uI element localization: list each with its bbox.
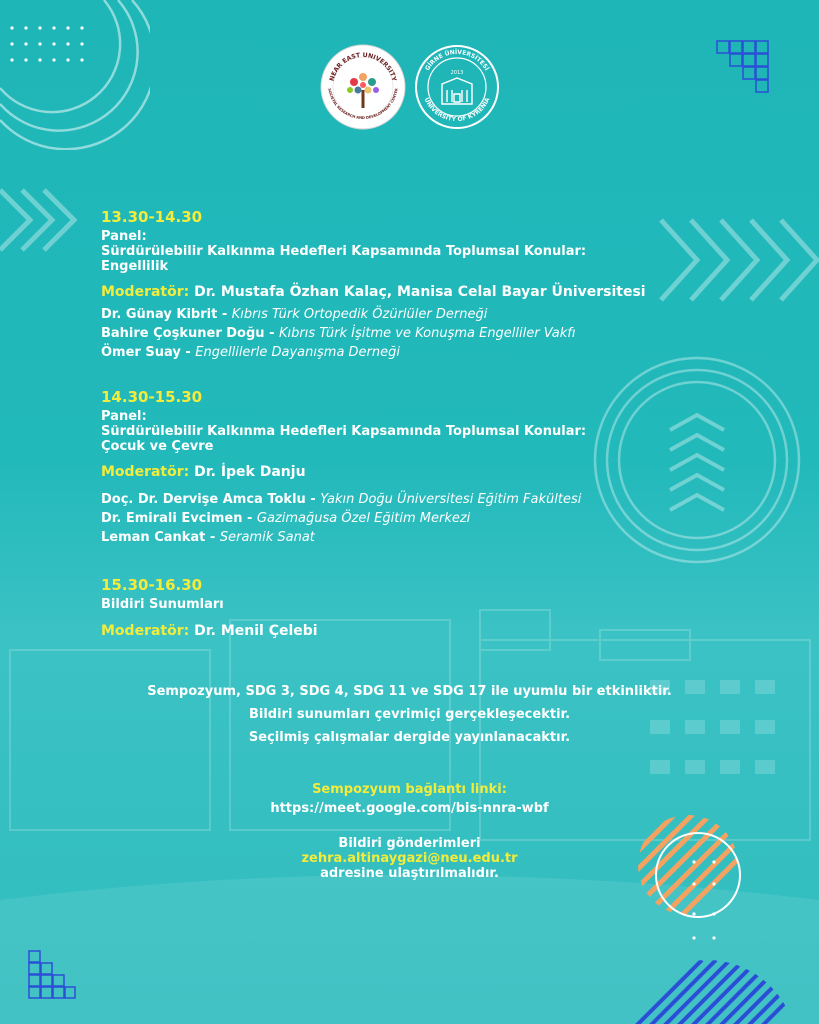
info-line-sdg: Sempozyum, SDG 3, SDG 4, SDG 11 ve SDG 17 ile uyumlu bir etkinliktir. (147, 684, 672, 699)
session-moderator (101, 283, 661, 301)
girne-university-logo (414, 44, 500, 130)
speaker-organization: Gazimağusa Özel Eğitim Merkezi (256, 511, 471, 526)
chevron-pattern-icon (657, 210, 819, 310)
session-time: 14.30-15.30 (101, 388, 203, 406)
speaker-name: Ömer Suay (101, 345, 181, 360)
neu-research-center-logo (320, 44, 406, 130)
speaker-name: Leman Cankat (101, 530, 206, 545)
moderator-label: Moderatör: (101, 284, 190, 300)
speaker-separator: - (242, 511, 257, 526)
session-1 (101, 208, 661, 362)
speaker-name: Dr. Günay Kibrit (101, 307, 218, 322)
session-title-line2: Çocuk ve Çevre (101, 439, 214, 454)
session-time: 13.30-14.30 (101, 208, 203, 226)
session-2 (101, 388, 661, 547)
session-title-line1: Sürdürülebilir Kalkınma Hedefleri Kapsamında Toplumsal Konular: (101, 244, 587, 259)
session-title-line1: Sürdürülebilir Kalkınma Hedefleri Kapsamında Toplumsal Konular: (101, 424, 587, 439)
speaker-organization: Kıbrıs Türk Ortopedik Özürlüler Derneği (231, 307, 488, 322)
speaker-list (101, 305, 661, 362)
moderator-name: Dr. İpek Danju (194, 464, 306, 480)
square-grid-icon (28, 950, 76, 1006)
concentric-arcs-icon (0, 0, 150, 150)
session-moderator (101, 622, 661, 640)
meeting-link[interactable]: https://meet.google.com/bis-nnra-wbf (270, 801, 549, 816)
speaker-name: Doç. Dr. Dervişe Amca Toklu (101, 492, 306, 507)
neu-logo-top-text: NEAR EAST UNIVERSITY (328, 51, 398, 82)
moderator-name: Dr. Menil Çelebi (194, 623, 318, 639)
speaker-row (101, 528, 661, 547)
girne-logo-bottom-text: UNIVERSITY OF KYRENIA (422, 96, 492, 124)
girne-logo-top-text: GİRNE ÜNİVERSİTESİ (423, 48, 491, 72)
session-type: Panel: (101, 229, 147, 244)
speaker-name: Dr. Emirali Evcimen (101, 511, 243, 526)
speaker-separator: - (205, 530, 220, 545)
neu-logo-bottom-text: SOCIETAL RESEARCH AND DEVELOPMENT CENTER (327, 88, 399, 121)
link-label: Sempozyum bağlantı linki: (312, 782, 507, 797)
speaker-row (101, 490, 661, 509)
info-line-online: Bildiri sunumları çevrimiçi gerçekleşecektir. (248, 707, 571, 722)
submission-label: Bildiri gönderimleri (338, 836, 481, 851)
speaker-separator: - (264, 326, 280, 341)
speaker-organization: Yakın Doğu Üniversitesi Eğitim Fakültesi (320, 492, 582, 507)
girne-logo-year: 2013 (450, 70, 464, 76)
session-time: 15.30-16.30 (101, 576, 203, 594)
speaker-separator: - (305, 492, 321, 507)
chevron-pattern-icon (0, 180, 96, 260)
moderator-label: Moderatör: (101, 623, 190, 639)
speaker-row (101, 324, 661, 343)
speaker-organization: Kıbrıs Türk İşitme ve Konuşma Engelliler Vakfı (279, 326, 576, 341)
submission-note: adresine ulaştırılmalıdır. (320, 866, 499, 881)
info-line-journal: Seçilmiş çalışmalar dergide yayınlanacaktır. (248, 730, 571, 745)
speaker-separator: - (180, 345, 196, 360)
speaker-row (101, 305, 661, 324)
speaker-name: Bahire Çoşkuner Doğu (101, 326, 265, 341)
session-type: Panel: (101, 409, 147, 424)
square-grid-icon (716, 40, 772, 96)
session-3 (101, 576, 661, 640)
striped-circle-icon (612, 960, 819, 1024)
session-moderator (101, 463, 661, 481)
speaker-row (101, 343, 661, 362)
speaker-organization: Seramik Sanat (219, 530, 315, 545)
moderator-label: Moderatör: (101, 464, 190, 480)
speaker-organization: Engellilerle Dayanışma Derneği (195, 345, 400, 360)
speaker-separator: - (217, 307, 232, 322)
moderator-name: Dr. Mustafa Özhan Kalaç, Manisa Celal Bayar Üniversitesi (194, 284, 646, 300)
speaker-row (101, 509, 661, 528)
session-title: Bildiri Sunumları (101, 597, 224, 612)
session-title-line2: Engellilik (101, 259, 169, 274)
submission-email[interactable]: zehra.altinaygazi@neu.edu.tr (301, 851, 518, 866)
speaker-list (101, 490, 661, 547)
